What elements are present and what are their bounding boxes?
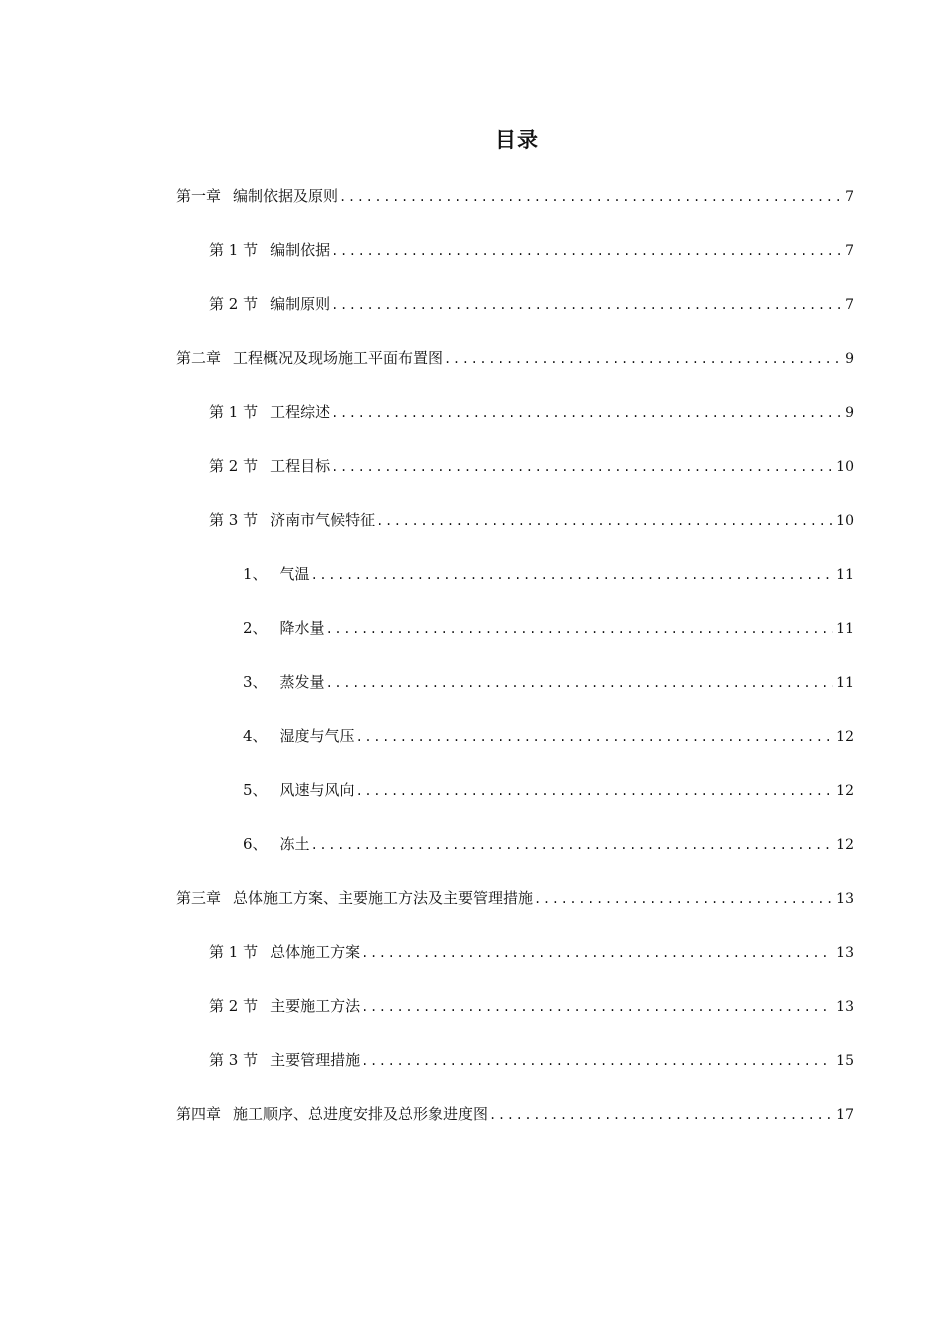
- toc-entry-label: 5、 风速与风向: [243, 781, 355, 799]
- toc-entry[interactable]: [209, 994, 854, 1018]
- toc-page-number: 12: [836, 729, 854, 745]
- toc-entry[interactable]: [209, 508, 854, 532]
- toc-page-number: 7: [845, 243, 854, 259]
- toc-page-number: 12: [836, 837, 854, 853]
- dot-leader: [331, 401, 842, 425]
- toc-entry-label: 4、 湿度与气压: [243, 727, 355, 745]
- toc-entry-label: 第 3 节 济南市气候特征: [209, 511, 376, 529]
- dot-leader: [311, 563, 834, 587]
- toc-entry[interactable]: [243, 778, 854, 802]
- toc-entry-label: 2、 降水量: [243, 619, 325, 637]
- toc-page-number: 9: [845, 405, 854, 421]
- toc-page-number: 13: [836, 891, 854, 907]
- dot-leader: [331, 455, 833, 479]
- dot-leader: [356, 725, 834, 749]
- dot-leader: [376, 509, 833, 533]
- toc-entry-label: 第 2 节 工程目标: [209, 457, 331, 475]
- toc-entry[interactable]: [176, 1102, 854, 1126]
- toc-page-number: 17: [836, 1107, 854, 1123]
- toc-entry-label: 第一章 编制依据及原则: [176, 187, 339, 205]
- toc-entry[interactable]: [209, 940, 854, 964]
- toc-page-number: 10: [836, 459, 854, 475]
- dot-leader: [331, 293, 842, 317]
- toc-entry[interactable]: [176, 346, 854, 370]
- toc-entry[interactable]: [243, 724, 854, 748]
- dot-leader: [361, 1049, 833, 1073]
- toc-entry[interactable]: [176, 886, 854, 910]
- toc-entry[interactable]: [209, 238, 854, 262]
- toc-entry-label: 第三章 总体施工方案、主要施工方法及主要管理措施: [176, 889, 534, 907]
- toc-entry-label: 第 1 节 总体施工方案: [209, 943, 361, 961]
- toc-entry-label: 第 2 节 主要施工方法: [209, 997, 361, 1015]
- toc-entry-label: 6、 冻土: [243, 835, 310, 853]
- toc-entry[interactable]: [176, 184, 854, 208]
- toc-entry[interactable]: [243, 832, 854, 856]
- toc-page-number: 15: [836, 1053, 854, 1069]
- toc-page-number: 11: [836, 621, 854, 637]
- dot-leader: [361, 941, 833, 965]
- dot-leader: [326, 617, 834, 641]
- toc-entry[interactable]: [209, 454, 854, 478]
- toc-entry-label: 3、 蒸发量: [243, 673, 325, 691]
- toc-page-number: 12: [836, 783, 854, 799]
- toc-entry-label: 第 2 节 编制原则: [209, 295, 331, 313]
- toc-page-number: 11: [836, 567, 854, 583]
- toc-page-number: 13: [836, 945, 854, 961]
- dot-leader: [356, 779, 834, 803]
- toc-entry[interactable]: [243, 670, 854, 694]
- toc-entry[interactable]: [243, 616, 854, 640]
- dot-leader: [489, 1103, 833, 1127]
- toc-entry-label: 第 1 节 工程综述: [209, 403, 331, 421]
- dot-leader: [311, 833, 834, 857]
- toc-entry[interactable]: [243, 562, 854, 586]
- dot-leader: [339, 185, 842, 209]
- toc-title: 目录: [495, 128, 539, 152]
- toc-entry[interactable]: [209, 1048, 854, 1072]
- toc-entry-label: 第四章 施工顺序、总进度安排及总形象进度图: [176, 1105, 489, 1123]
- toc-page-number: 7: [845, 189, 854, 205]
- dot-leader: [331, 239, 842, 263]
- toc-page-number: 11: [836, 675, 854, 691]
- dot-leader: [444, 347, 842, 371]
- toc-entry-label: 第二章 工程概况及现场施工平面布置图: [176, 349, 444, 367]
- toc-page-number: 9: [845, 351, 854, 367]
- toc-page-number: 10: [836, 513, 854, 529]
- toc-entry[interactable]: [209, 292, 854, 316]
- toc-page-number: 13: [836, 999, 854, 1015]
- dot-leader: [361, 995, 833, 1019]
- dot-leader: [534, 887, 833, 911]
- dot-leader: [326, 671, 834, 695]
- toc-entry-label: 第 3 节 主要管理措施: [209, 1051, 361, 1069]
- toc-entry-label: 第 1 节 编制依据: [209, 241, 331, 259]
- toc-page-number: 7: [845, 297, 854, 313]
- toc-entry-label: 1、 气温: [243, 565, 310, 583]
- toc-entry[interactable]: [209, 400, 854, 424]
